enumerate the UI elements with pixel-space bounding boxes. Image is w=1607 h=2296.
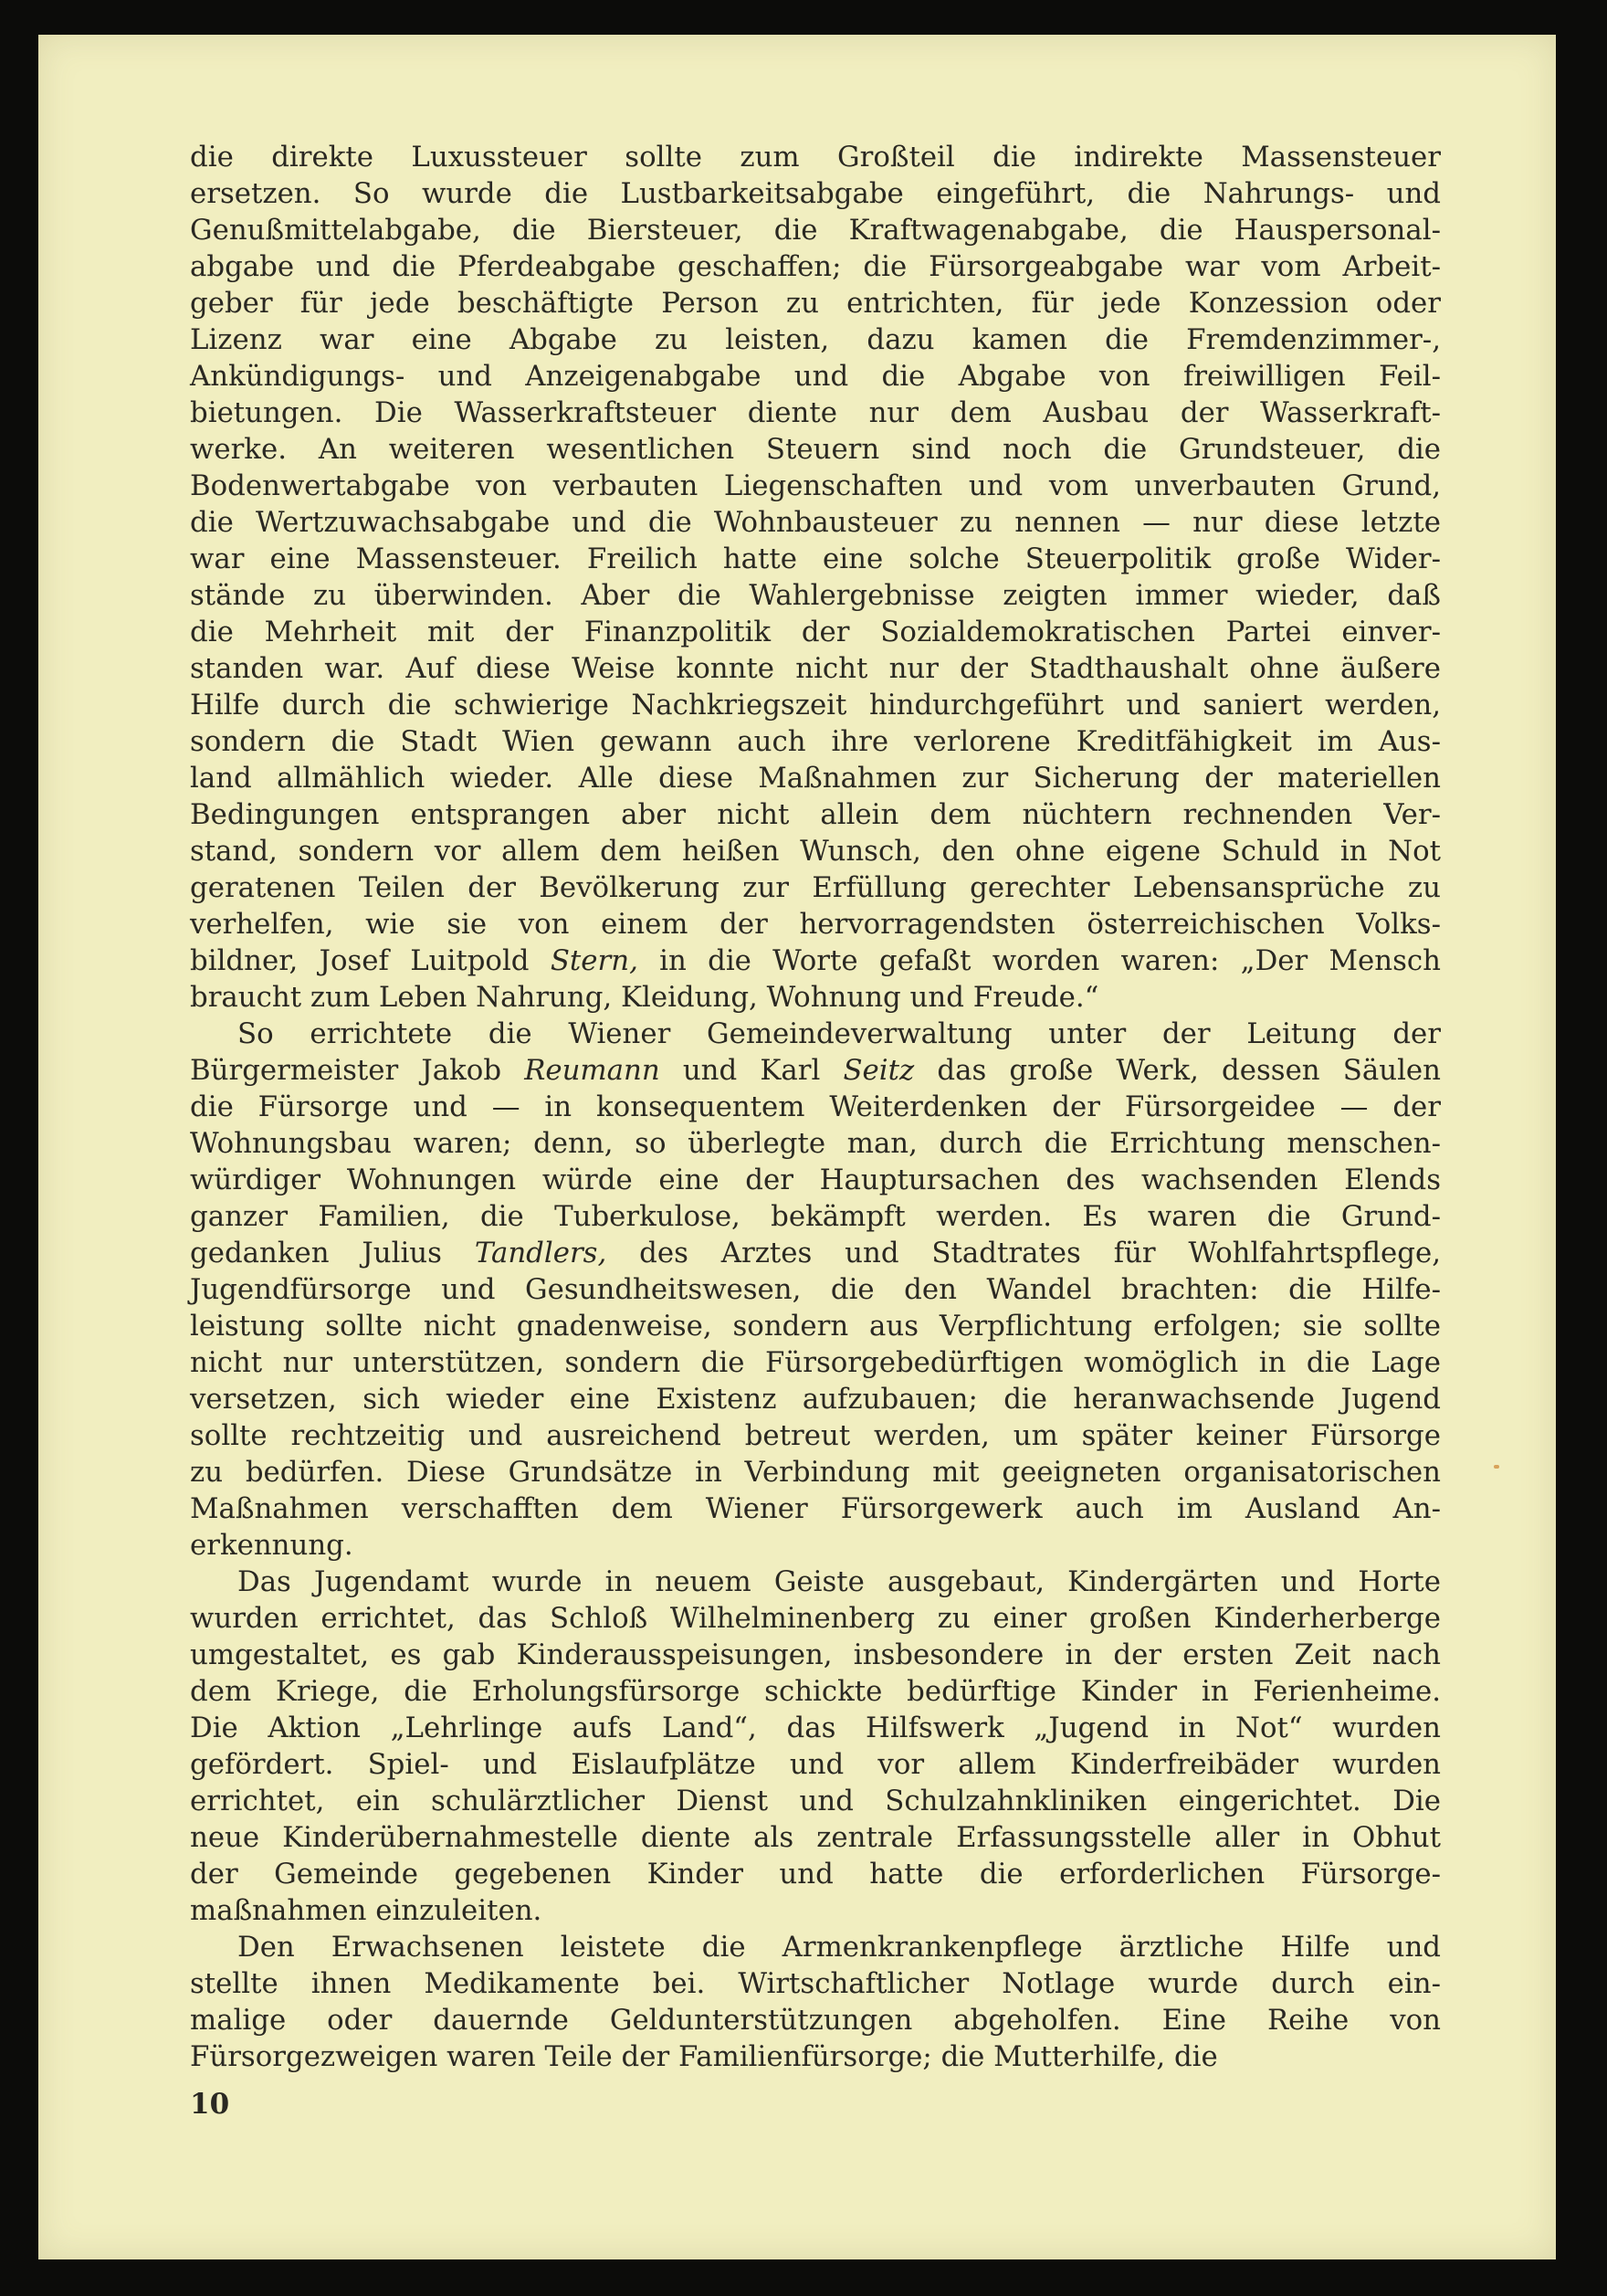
text-line [190,1892,1441,1929]
text-line [190,139,1441,175]
text-line [190,1673,1441,1710]
text-line [190,1819,1441,1856]
text-line [190,1344,1441,1381]
text-run: Fürsorgezweigen waren Teile der Familienfürsorge; die Mutterhilfe, die [190,2040,1218,2073]
text-line [190,285,1441,321]
text-run: stände zu überwinden. Aber die Wahlergebnisse zeigten immer wieder, daß [190,579,1441,612]
text-run: das große Werk, dessen Säulen [914,1054,1441,1087]
text-run: der Gemeinde gegebenen Kinder und hatte die erforderlichen Fürsorge- [190,1858,1441,1891]
text-run: gedanken Julius [190,1237,475,1269]
text-run: und Karl [659,1054,844,1087]
text-line [190,395,1441,431]
text-line [190,1490,1441,1527]
text-run: malige oder dauernde Geldunterstützungen abgeholfen. Eine Reihe von [190,2004,1441,2037]
text-run: Jugendfürsorge und Gesundheitswesen, die den Wandel brachten: die Hilfe- [190,1273,1441,1306]
text-line [190,468,1441,504]
text-line [190,796,1441,833]
text-line [190,1929,1441,1965]
text-line [190,577,1441,614]
text-run: sondern die Stadt Wien gewann auch ihre verlorene Kreditfähigkeit im Aus- [190,725,1441,758]
text-run: land allmählich wieder. Alle diese Maßnahmen zur Sicherung der materiellen [190,762,1441,795]
text-line [190,1089,1441,1125]
text-run: erkennung. [190,1529,353,1562]
body-text [190,139,1441,2075]
text-line [190,1016,1441,1052]
paragraph [190,1929,1441,2075]
text-run: war eine Massensteuer. Freilich hatte eine solche Steuerpolitik große Wider- [190,542,1441,575]
paper-speck [1494,1465,1499,1469]
text-run: errichtet, ein schulärztlicher Dienst und Schulzahnkliniken eingerichtet. Die [190,1785,1441,1817]
text-run: Hilfe durch die schwierige Nachkriegszeit hindurchgeführt und saniert werden, [190,689,1441,721]
text-run: zu bedürfen. Diese Grundsätze in Verbindung mit geeigneten organisatorischen [190,1456,1441,1489]
italic-name: Seitz [843,1054,915,1087]
text-run: ersetzen. So wurde die Lustbarkeitsabgabe eingeführt, die Nahrungs- und [190,177,1441,210]
text-run: Ankündigungs- und Anzeigenabgabe und die Abgabe von freiwilligen Feil- [190,360,1441,393]
text-run: werke. An weiteren wesentlichen Steuern sind noch die Grundsteuer, die [190,433,1441,466]
text-line [190,979,1441,1016]
text-line [190,1856,1441,1892]
text-line [190,1308,1441,1344]
paragraph [190,1016,1441,1564]
text-run: gefördert. Spiel- und Eislaufplätze und vor allem Kinderfreibäder wurden [190,1748,1441,1781]
text-run: So errichtete die Wiener Gemeindeverwaltung unter der Leitung der [237,1017,1441,1050]
text-line [190,1198,1441,1235]
text-run: geratenen Teilen der Bevölkerung zur Erfüllung gerechter Lebensansprüche zu [190,871,1441,904]
text-line [190,869,1441,906]
text-run: neue Kinderübernahmestelle diente als zentrale Erfassungsstelle aller in Obhut [190,1821,1441,1854]
text-line [190,358,1441,395]
text-run: die Mehrheit mit der Finanzpolitik der Sozialdemokratischen Partei einver- [190,616,1441,648]
text-line [190,687,1441,723]
text-line [190,833,1441,869]
text-line [190,1052,1441,1089]
text-line [190,1271,1441,1308]
text-run: Bürgermeister Jakob [190,1054,525,1087]
text-run: Das Jugendamt wurde in neuem Geiste ausgebaut, Kindergärten und Horte [237,1565,1441,1598]
text-line [190,1162,1441,1198]
text-line [190,504,1441,541]
text-run: braucht zum Leben Nahrung, Kleidung, Wohnung und Freude.“ [190,981,1099,1014]
page-number: 10 [190,2088,230,2121]
text-run: umgestaltet, es gab Kinderausspeisungen, insbesondere in der ersten Zeit nach [190,1638,1441,1671]
text-line [190,1783,1441,1819]
text-run: Lizenz war eine Abgabe zu leisten, dazu kamen die Fremdenzimmer-, [190,323,1441,356]
text-run: Wohnungsbau waren; denn, so überlegte man, durch die Errichtung menschen- [190,1127,1441,1160]
text-run: Genußmittelabgabe, die Biersteuer, die Kraftwagenabgabe, die Hauspersonal- [190,214,1441,247]
text-line [190,1965,1441,2002]
italic-name: Reumann [524,1054,660,1087]
text-run: standen war. Auf diese Weise konnte nicht nur der Stadthaushalt ohne äußere [190,652,1441,685]
paragraph [190,139,1441,1016]
text-run: leistung sollte nicht gnadenweise, sondern aus Verpflichtung erfolgen; sie sollte [190,1310,1441,1343]
text-run: die Wertzuwachsabgabe und die Wohnbausteuer zu nennen — nur diese letzte [190,506,1441,539]
text-run: maßnahmen einzuleiten. [190,1894,542,1927]
text-run: sollte rechtzeitig und ausreichend betreut werden, um später keiner Fürsorge [190,1419,1441,1452]
text-line [190,1454,1441,1490]
text-line [190,1746,1441,1783]
text-run: des Arztes und Stadtrates für Wohlfahrtspflege, [606,1237,1441,1269]
text-run: Maßnahmen verschafften dem Wiener Fürsorgewerk auch im Ausland An- [190,1492,1441,1525]
text-run: versetzen, sich wieder eine Existenz aufzubauen; die heranwachsende Jugend [190,1383,1441,1416]
paragraph [190,1564,1441,1929]
text-line [190,650,1441,687]
text-line [190,760,1441,796]
text-line [190,2038,1441,2075]
text-line [190,541,1441,577]
text-run: geber für jede beschäftigte Person zu entrichten, für jede Konzession oder [190,287,1441,320]
text-run: würdiger Wohnungen würde eine der Hauptursachen des wachsenden Elends [190,1164,1441,1196]
text-line [190,1564,1441,1600]
text-line [190,1527,1441,1564]
text-run: dem Kriege, die Erholungsfürsorge schickte bedürftige Kinder in Ferienheime. [190,1675,1441,1708]
text-run: stand, sondern vor allem dem heißen Wunsch, den ohne eigene Schuld in Not [190,835,1441,868]
text-line [190,1125,1441,1162]
text-run: Den Erwachsenen leistete die Armenkrankenpflege ärztliche Hilfe und [237,1931,1441,1964]
text-line [190,1600,1441,1637]
text-run: Die Aktion „Lehrlinge aufs Land“, das Hilfswerk „Jugend in Not“ wurden [190,1711,1441,1744]
text-line [190,1235,1441,1271]
text-line [190,2002,1441,2038]
text-line [190,1637,1441,1673]
text-run: bietungen. Die Wasserkraftsteuer diente nur dem Ausbau der Wasserkraft- [190,396,1441,429]
italic-name: Stern, [550,944,638,977]
text-run: Bedingungen entsprangen aber nicht allein dem nüchtern rechnenden Ver- [190,798,1441,831]
text-run: wurden errichtet, das Schloß Wilhelminenberg zu einer großen Kinderherberge [190,1602,1441,1635]
text-line [190,1381,1441,1417]
text-run: in die Worte gefaßt worden waren: „Der Mensch [637,944,1441,977]
text-line [190,943,1441,979]
text-line [190,614,1441,650]
text-run: Bodenwertabgabe von verbauten Liegenschaften und vom unverbauten Grund, [190,469,1441,502]
text-run: abgabe und die Pferdeabgabe geschaffen; die Fürsorgeabgabe war vom Arbeit- [190,250,1441,283]
text-line [190,1710,1441,1746]
text-line [190,321,1441,358]
text-run: ganzer Familien, die Tuberkulose, bekämpft werden. Es waren die Grund- [190,1200,1441,1233]
text-run: die Fürsorge und — in konsequentem Weiterdenken der Fürsorgeidee — der [190,1090,1441,1123]
text-line [190,212,1441,248]
text-line [190,248,1441,285]
text-run: stellte ihnen Medikamente bei. Wirtschaftlicher Notlage wurde durch ein- [190,1967,1441,2000]
text-line [190,431,1441,468]
text-run: nicht nur unterstützen, sondern die Fürsorgebedürftigen womöglich in die Lage [190,1346,1441,1379]
text-run: die direkte Luxussteuer sollte zum Großteil die indirekte Massensteuer [190,141,1441,174]
italic-name: Tandlers, [474,1237,607,1269]
text-line [190,1417,1441,1454]
text-line [190,723,1441,760]
text-line [190,906,1441,943]
text-line [190,175,1441,212]
text-run: verhelfen, wie sie von einem der hervorragendsten österreichischen Volks- [190,908,1441,941]
text-run: bildner, Josef Luitpold [190,944,551,977]
